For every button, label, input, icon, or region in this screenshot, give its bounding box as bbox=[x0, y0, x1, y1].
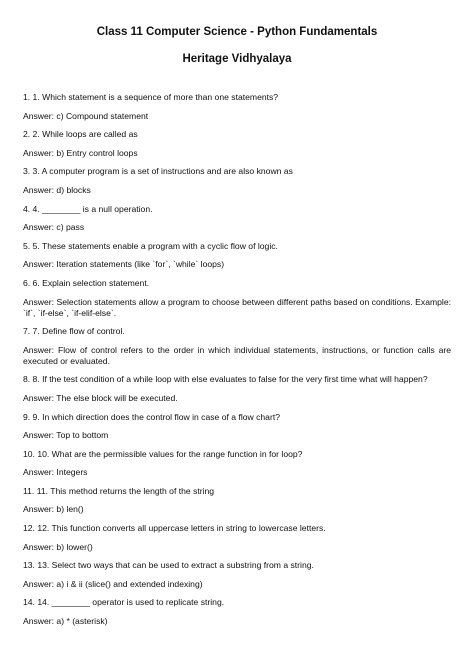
question-13: 13. 13. Select two ways that can be used to extract a substring from a string. bbox=[23, 560, 314, 571]
question-11: 11. 11. This method returns the length of the string bbox=[23, 485, 215, 496]
question-14: 14. 14. ________ operator is used to replicate string. bbox=[23, 597, 225, 608]
question-3: 3. 3. A computer program is a set of instructions and are also known as bbox=[23, 166, 293, 177]
answer-10: Answer: Integers bbox=[23, 467, 88, 478]
answer-9: Answer: Top to bottom bbox=[23, 430, 109, 441]
question-6: 6. 6. Explain selection statement. bbox=[23, 277, 150, 288]
answer-13: Answer: a) i & ii (slice() and extended indexing) bbox=[23, 578, 203, 589]
answer-7: Answer: Flow of control refers to the order in which individual statements, instructions, or function calls are executed or evaluated. bbox=[23, 344, 451, 366]
answer-12: Answer: b) lower() bbox=[23, 541, 93, 552]
question-8: 8. 8. If the test condition of a while loop with else evaluates to false for the very first time what will happen? bbox=[23, 374, 428, 385]
answer-14: Answer: a) * (asterisk) bbox=[23, 616, 108, 627]
answer-8: Answer: The else block will be executed. bbox=[23, 392, 178, 403]
answer-4: Answer: c) pass bbox=[23, 222, 85, 233]
answer-2: Answer: b) Entry control loops bbox=[23, 147, 138, 158]
answer-11: Answer: b) len() bbox=[23, 504, 84, 515]
answer-3: Answer: d) blocks bbox=[23, 184, 91, 195]
answer-1: Answer: c) Compound statement bbox=[23, 110, 149, 121]
question-answer-list bbox=[23, 92, 451, 635]
document-title: Class 11 Computer Science - Python Fundamentals bbox=[96, 26, 378, 38]
answer-5: Answer: Iteration statements (like `for`, `while` loops) bbox=[23, 259, 225, 270]
question-7: 7. 7. Define flow of control. bbox=[23, 326, 125, 337]
question-4: 4. 4. ________ is a null operation. bbox=[23, 203, 153, 214]
question-1: 1. 1. Which statement is a sequence of more than one statements? bbox=[23, 92, 279, 102]
question-10: 10. 10. What are the permissible values for the range function in for loop? bbox=[23, 448, 303, 459]
question-2: 2. 2. While loops are called as bbox=[23, 129, 138, 140]
question-12: 12. 12. This function converts all uppercase letters in string to lowercase letters. bbox=[23, 523, 326, 534]
question-5: 5. 5. These statements enable a program with a cyclic flow of logic. bbox=[23, 240, 278, 251]
question-9: 9. 9. In which direction does the control flow in case of a flow chart? bbox=[23, 411, 280, 422]
document-subtitle: Heritage Vidhyalaya bbox=[182, 53, 292, 65]
answer-6: Answer: Selection statements allow a program to choose between different paths based on conditions. Example: `if`, `if-else`, `if-elif-else`. bbox=[23, 296, 451, 318]
